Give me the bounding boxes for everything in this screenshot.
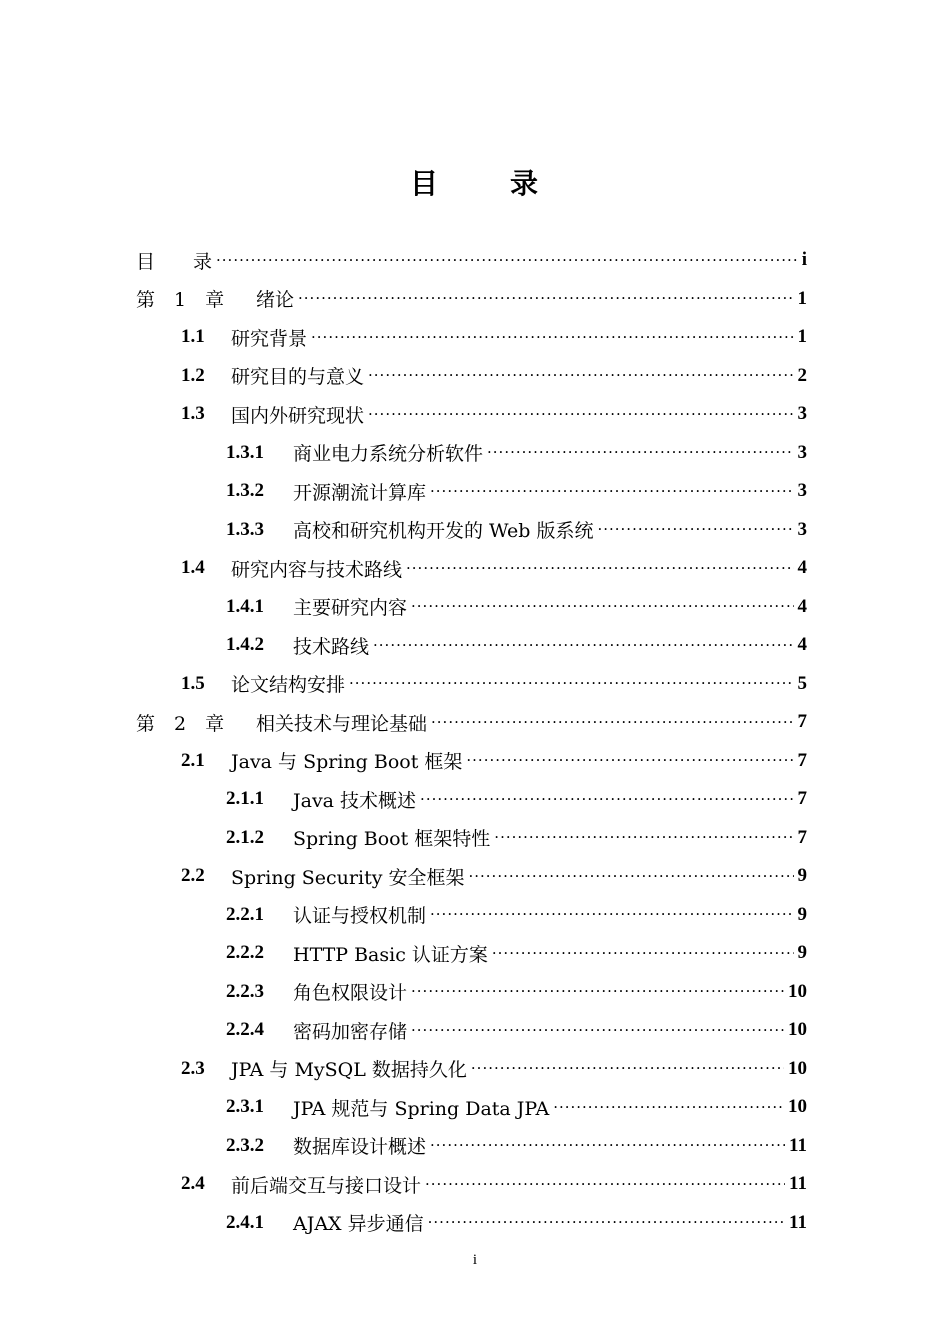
toc-dot-leader: [411, 982, 784, 1001]
toc-entry[interactable]: [181, 395, 807, 433]
toc-entry-page: 11: [789, 1134, 807, 1156]
toc-entry[interactable]: [226, 896, 807, 934]
toc-entry-title: 绪论: [256, 289, 295, 311]
toc-dot-leader: [411, 597, 793, 616]
toc-entry-page: 7: [797, 826, 807, 848]
toc-entry-title: 相关技术与理论基础: [256, 712, 428, 735]
toc-dot-leader: [425, 1175, 785, 1194]
toc-dot-leader: [468, 867, 793, 886]
toc-entry-page: 10: [788, 1019, 807, 1040]
toc-dot-leader: [420, 790, 793, 809]
toc-entry-page: 10: [788, 1096, 807, 1117]
toc-dot-leader: [311, 328, 793, 347]
toc-entry-number: 1.1: [181, 326, 205, 347]
toc-entry[interactable]: [226, 1088, 807, 1126]
toc-entry-number: 第 1 章: [136, 289, 225, 311]
toc-entry-number: 1.3.3: [226, 518, 264, 540]
toc-entry-number: 1.3.2: [226, 480, 264, 501]
toc-entry-number: 2.2.4: [226, 1019, 264, 1040]
toc-entry-title: AJAX 异步通信: [293, 1213, 424, 1235]
toc-entry[interactable]: [226, 434, 807, 472]
toc-entry-number: 1.4.1: [226, 595, 264, 617]
toc-entry-number: 目 录: [136, 250, 213, 273]
toc-entry-number: 2.3.2: [226, 1134, 264, 1156]
page-title-char-2: 录: [510, 167, 541, 200]
toc-entry-title: 技术路线: [293, 635, 370, 658]
toc-entry-title: JPA 规范与 Spring Data JPA: [293, 1097, 550, 1120]
toc-entry[interactable]: [136, 280, 807, 318]
toc-entry-page: 10: [788, 1057, 807, 1079]
toc-entry-number: 2.4.1: [226, 1211, 264, 1233]
toc-entry[interactable]: [181, 1050, 807, 1088]
toc-entry-number: 2.1.1: [226, 788, 264, 809]
toc-entry[interactable]: [181, 357, 807, 395]
toc-entry-page: i: [801, 249, 807, 270]
toc-entry-number: 2.2.3: [226, 980, 264, 1002]
toc-entry-page: 3: [797, 441, 807, 463]
toc-dot-leader: [431, 713, 793, 732]
toc-dot-leader: [430, 905, 793, 924]
toc-entry-title: 论文结构安排: [231, 674, 346, 696]
page-title-char-1: 目: [409, 167, 440, 200]
toc-entry-title: Spring Security 安全框架: [231, 866, 465, 889]
toc-entry[interactable]: [226, 973, 807, 1011]
toc-entry-title: 开源潮流计算库: [293, 481, 427, 504]
toc-entry-page: 9: [797, 865, 807, 886]
toc-entry-title: 国内外研究现状: [231, 404, 365, 427]
toc-entry-page: 7: [797, 749, 807, 771]
toc-dot-leader: [349, 674, 793, 693]
toc-dot-leader: [466, 751, 793, 770]
toc-entry[interactable]: [136, 703, 807, 741]
toc-dot-leader: [406, 559, 793, 578]
toc-entry-number: 2.4: [181, 1173, 205, 1194]
toc-entry-title: 研究目的与意义: [231, 366, 365, 388]
toc-entry-title: JPA 与 MySQL 数据持久化: [231, 1059, 467, 1081]
toc-entry-title: 认证与授权机制: [293, 905, 427, 927]
toc-entry-page: 10: [788, 980, 807, 1002]
toc-entry[interactable]: [181, 742, 807, 780]
toc-entry-title: 主要研究内容: [293, 597, 408, 619]
toc-dot-leader: [494, 828, 793, 847]
toc-entry-title: 角色权限设计: [293, 982, 408, 1004]
toc-entry[interactable]: [181, 549, 807, 587]
toc-entry-page: 9: [797, 942, 807, 963]
toc-dot-leader: [597, 520, 793, 539]
toc-entry-title: 研究背景: [231, 327, 308, 350]
toc-entry-page: 3: [797, 403, 807, 424]
toc-entry[interactable]: [226, 588, 807, 626]
toc-entry-page: 4: [797, 557, 807, 578]
toc-entry[interactable]: [181, 1165, 807, 1203]
toc-entry[interactable]: [181, 665, 807, 703]
toc-dot-leader: [411, 1021, 784, 1040]
toc-entry-page: 4: [797, 634, 807, 655]
toc-entry-number: 1.3.1: [226, 441, 264, 463]
toc-dot-leader: [553, 1098, 784, 1117]
toc-entry[interactable]: [226, 511, 807, 549]
toc-entry-title: 研究内容与技术路线: [231, 558, 403, 581]
toc-entry[interactable]: [226, 626, 807, 664]
toc-entry-page: 11: [789, 1211, 807, 1233]
toc-dot-leader: [487, 443, 793, 462]
toc-entry[interactable]: [181, 857, 807, 895]
toc-entry-title: HTTP Basic 认证方案: [293, 943, 488, 966]
toc-entry-page: 7: [797, 711, 807, 732]
toc-entry-number: 2.1: [181, 749, 205, 771]
toc-dot-leader: [368, 366, 793, 385]
toc-entry-page: 1: [797, 326, 807, 347]
toc-entry[interactable]: [226, 934, 807, 972]
toc-entry-title: Java 与 Spring Boot 框架: [231, 751, 463, 773]
toc-entry-title: Spring Boot 框架特性: [293, 828, 491, 850]
toc-entry-page: 9: [797, 903, 807, 925]
toc-dot-leader: [428, 1213, 785, 1232]
toc-entry-title: 高校和研究机构开发的 Web 版系统: [293, 520, 594, 542]
toc-entry-page: 7: [797, 788, 807, 809]
toc-dot-leader: [298, 289, 793, 308]
toc-entry-number: 2.2: [181, 865, 205, 886]
toc-entry-title: 密码加密存储: [293, 1020, 408, 1043]
toc-entry-number: 1.5: [181, 672, 205, 694]
toc-entry-number: 2.2.2: [226, 942, 264, 963]
toc-entry-title: 前后端交互与接口设计: [231, 1174, 422, 1197]
toc-entry-title: 数据库设计概述: [293, 1136, 427, 1158]
toc-dot-leader: [430, 482, 793, 501]
toc-entry[interactable]: [226, 819, 807, 857]
toc-entry-page: 11: [789, 1173, 807, 1194]
toc-entry-page: 3: [797, 480, 807, 501]
toc-entry[interactable]: [136, 241, 807, 279]
toc-dot-leader: [373, 636, 793, 655]
toc-entry-number: 2.3: [181, 1057, 205, 1079]
toc-entry-page: 4: [797, 595, 807, 617]
toc-entry-number: 2.3.1: [226, 1096, 264, 1117]
page-number: i: [472, 1252, 478, 1268]
toc-entry-title: Java 技术概述: [293, 789, 417, 812]
toc-entry-number: 1.4.2: [226, 634, 264, 655]
toc-entry-number: 2.1.2: [226, 826, 264, 848]
toc-entry-number: 1.3: [181, 403, 205, 424]
toc-entry-title: 商业电力系统分析软件: [293, 443, 484, 465]
toc-entry[interactable]: [226, 1011, 807, 1049]
toc-entry-number: 第 2 章: [136, 712, 225, 735]
toc-entry-page: 5: [797, 672, 807, 694]
toc-entry[interactable]: [226, 472, 807, 510]
toc-entry-number: 1.4: [181, 557, 205, 578]
toc-entry-number: 2.2.1: [226, 903, 264, 925]
toc-entry-page: 2: [797, 364, 807, 386]
toc-entry[interactable]: [226, 1127, 807, 1165]
toc-dot-leader: [368, 405, 793, 424]
toc-dot-leader: [492, 944, 794, 963]
toc-dot-leader: [471, 1059, 784, 1078]
toc-entry[interactable]: [181, 318, 807, 356]
toc-entry-page: 3: [797, 518, 807, 540]
toc-entry-number: 1.2: [181, 364, 205, 386]
toc-entry[interactable]: [226, 1204, 807, 1242]
toc-entry[interactable]: [226, 780, 807, 818]
toc-dot-leader: [216, 251, 798, 270]
page-title: [0, 162, 950, 202]
toc-dot-leader: [430, 1136, 785, 1155]
toc-entry-page: 1: [797, 287, 807, 309]
